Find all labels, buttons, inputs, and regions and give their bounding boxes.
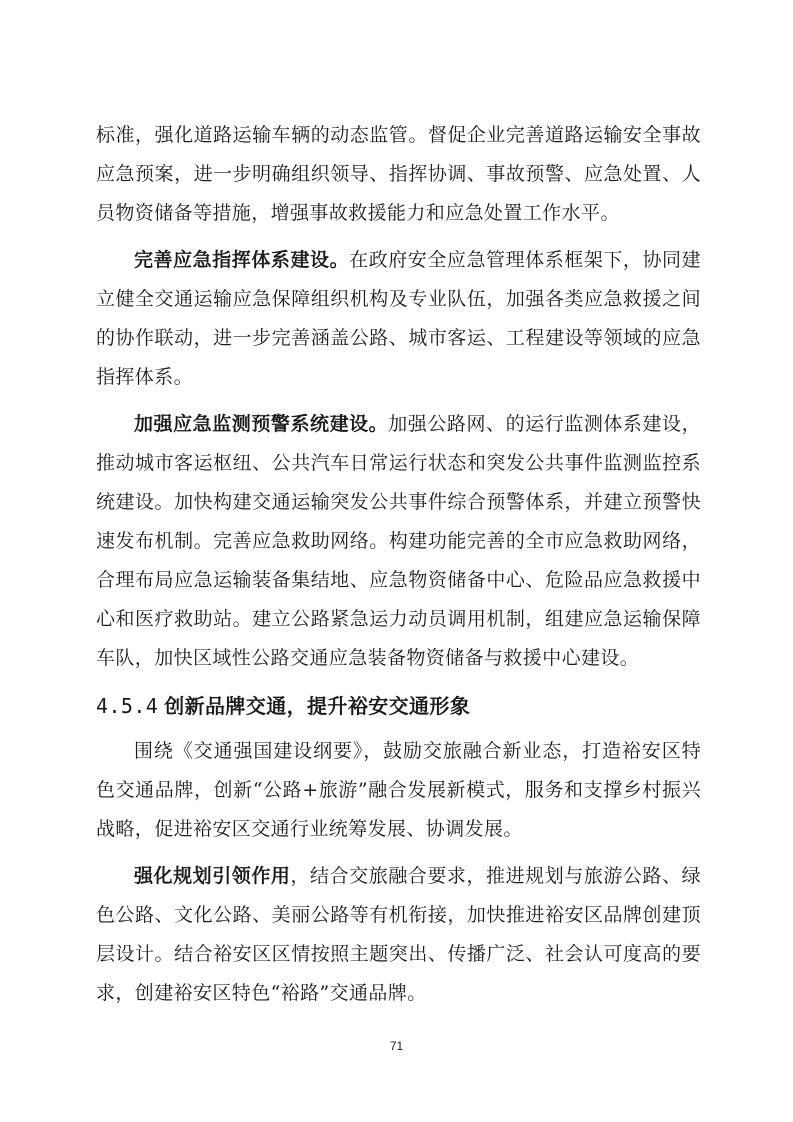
paragraph-text: 在政府安全应急管理体系框架下，协同建立健全交通运输应急保障组织机构及专业队伍，加强各类应急救援之间的协作联动，进一步完善涵盖公路、城市客运、工程建设等领域的应急指挥体系。 (96, 249, 702, 388)
paragraph-text: 加强公路网、的运行监测体系建设，推动城市客运枢纽、公共汽车日常运行状态和突发公共事件监测监控系统建设。加快构建交通运输突发公共事件综合预警体系，并建立预警快速发布机制。完善应急救助网络。构建功能完善的全市应急救助网络，合理布局应急运输装备集结地、应急物资储备中心、危险品应急救援中心和医疗救助站。建立公路紧急运力动员调用机制，组建应急运输保障车队，加快区域性公路交通应急装备物资储备与救援中心建设。 (96, 413, 702, 669)
section-heading (96, 686, 701, 726)
paragraph-command-system (96, 241, 701, 397)
section-title: 创新品牌交通，提升裕安交通形象 (164, 694, 471, 718)
document-body (96, 116, 701, 1013)
paragraph-lead: 强化规划引领作用 (134, 865, 291, 887)
paragraph-emergency-plan: 标准，强化道路运输车辆的动态监管。督促企业完善道路运输安全事故应急预案，进一步明确组织领导、指挥协调、事故预警、应急处置、人员物资储备等措施，增强事故救援能力和应急处置工作水平。 (96, 124, 701, 224)
paragraph-planning-guidance (96, 857, 701, 1013)
section-number: 4.5.4 (96, 694, 159, 718)
paragraph-brand-intro: 围绕《交通强国建设纲要》，鼓励交旅融合新业态，打造裕安区特色交通品牌，创新“公路+旅游”融合发展新模式，服务和支撑乡村振兴战略，促进裕安区交通行业统筹发展、协调发展。 (96, 740, 701, 840)
page-number: 71 (389, 1039, 404, 1053)
paragraph-monitoring-system (96, 405, 701, 678)
paragraph-text: ，结合交旅融合要求，推进规划与旅游公路、绿色公路、文化公路、美丽公路等有机衔接，加快推进裕安区品牌创建顶层设计。结合裕安区区情按照主题突出、传播广泛、社会认可度高的要求，创建裕安区特色“裕路”交通品牌。 (96, 865, 702, 1004)
paragraph-lead: 加强应急监测预警系统建设。 (134, 413, 389, 435)
paragraph-lead: 完善应急指挥体系建设。 (134, 249, 350, 271)
